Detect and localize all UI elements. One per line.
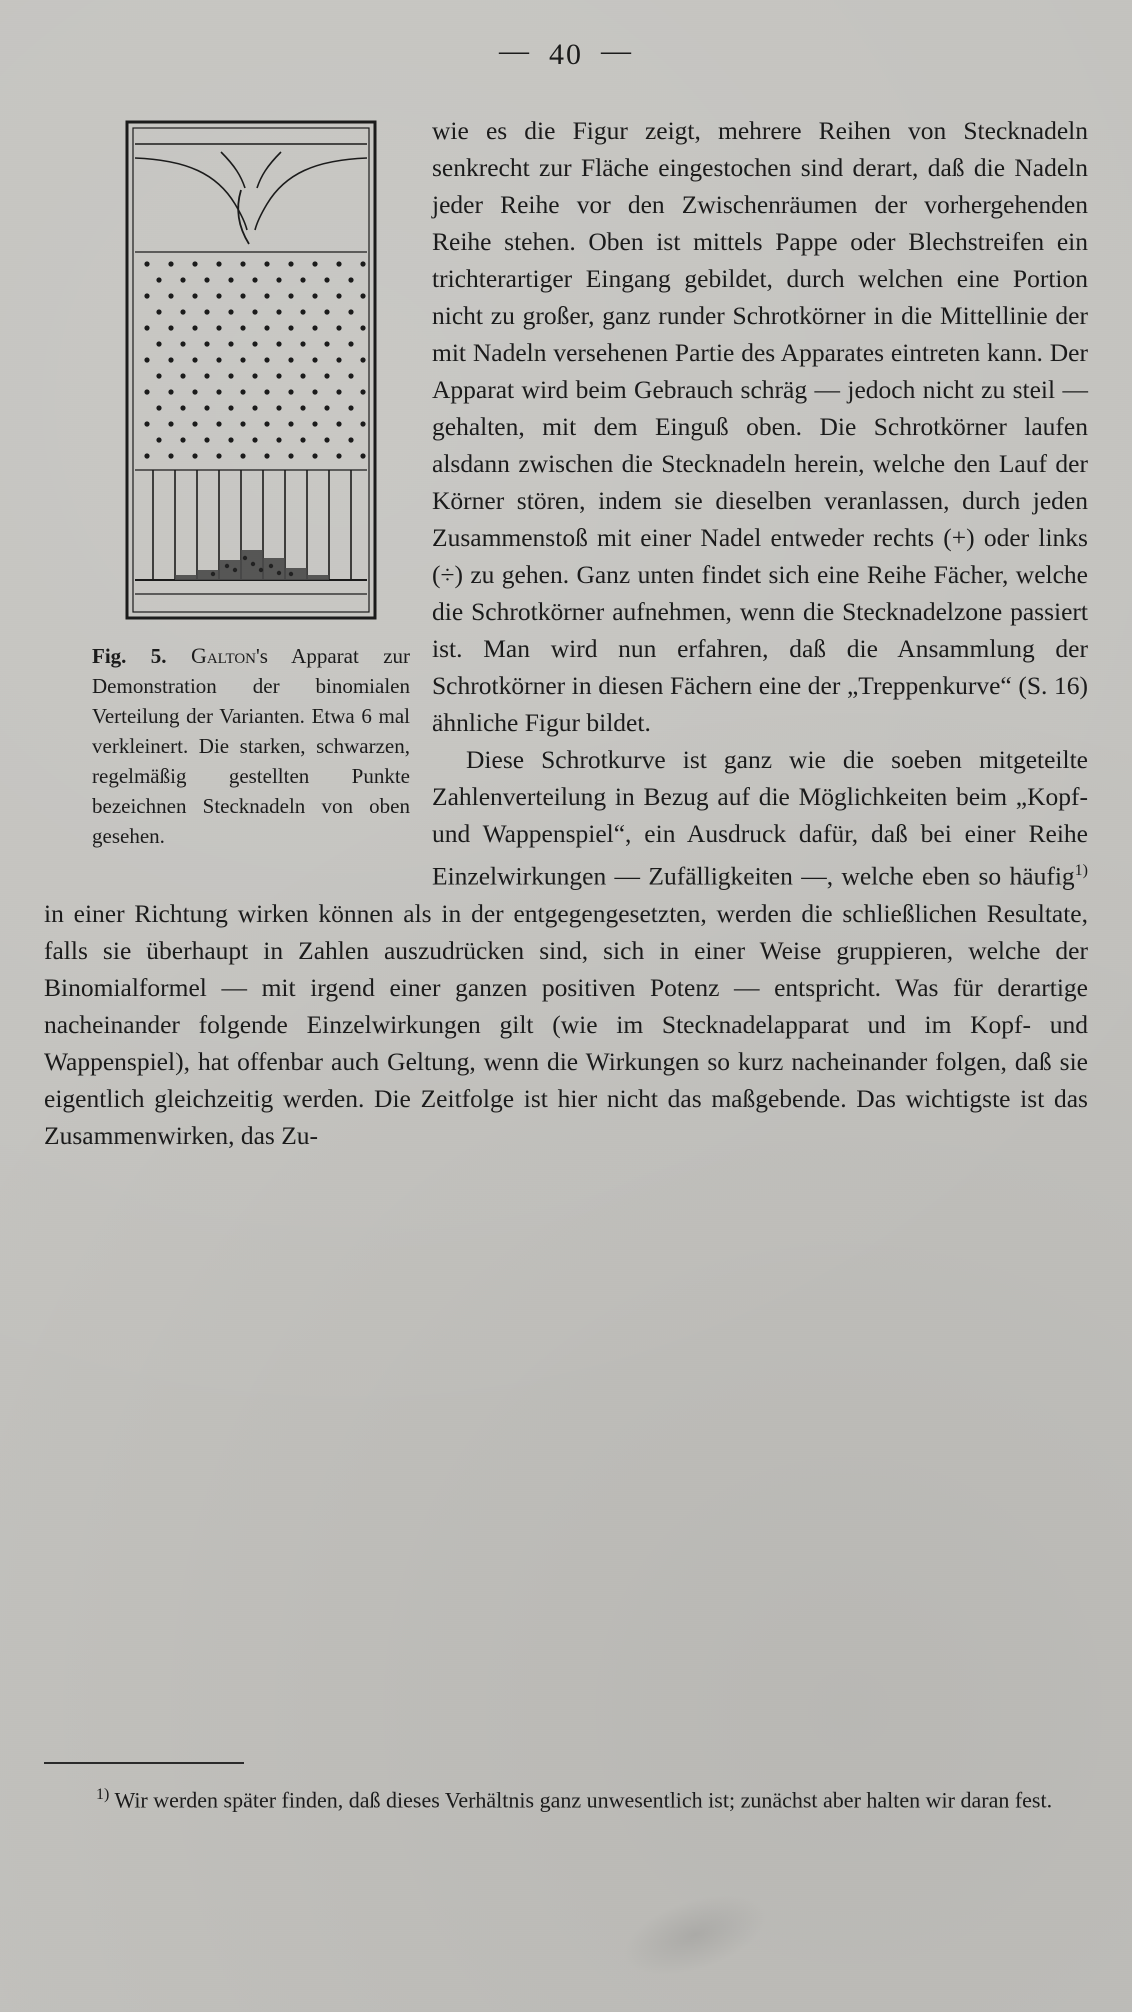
folio-dash-right: —: [601, 34, 633, 67]
figure-caption: [92, 641, 410, 851]
footnote-text: Wir werden später finden, daß dieses Verhältnis ganz unwesentlich ist; zunächst aber halten wir daran fest.: [114, 1787, 1053, 1813]
folio-dash-left: —: [499, 34, 531, 67]
figure-caption-name: Galton: [190, 643, 256, 668]
paragraph-2-rest: in einer Richtung wirken können als in der entgegengesetzten, werden die schließlichen Resultate, falls sie überhaupt in Zahlen auszudrücken sind, sich in einer Weise gruppieren, welche der Binomialformel — mit irgend einer ganzen positiven Potenz — entspricht. Was für derartige nacheinander folgende Einzelwirkungen gilt (wie im Stecknadelapparat und im Kopf- und Wappenspiel), hat offenbar auch Geltung, wenn die Wirkungen so kurz nacheinander folgen, daß sie eigentlich gleichzeitig werden. Die Zeitfolge ist hier nicht das maßgebende. Das wichtigste ist das Zusammenwirken, das Zu-: [44, 898, 1088, 1150]
figure-label: Fig. 5.: [92, 644, 167, 668]
galton-board-diagram: [117, 118, 385, 623]
footnote-marker: 1): [96, 1786, 110, 1803]
figure-caption-text: 's Apparat zur Demonstration der binomialen Verteilung der Varianten. Etwa 6 mal verkleinert. Die starken, schwarzen, regelmäßig gestellten Punkte bezeichnen Stecknadeln von oben gesehen.: [92, 644, 411, 848]
page-body: [44, 112, 1088, 1154]
page-smudge: [613, 1879, 777, 1992]
footnote: [44, 1778, 1088, 1816]
paragraph-1: wie es die Figur zeigt, mehrere Reihen von Stecknadeln senkrecht zur Fläche eingestochen sind derart, daß die Nadeln jeder Reihe vor den Zwischenräumen der vorhergehenden Reihe stehen. Oben ist mittels Pappe oder Blechstreifen ein trichterartiger Eingang gebildet, durch welchen eine Portion nicht zu großer, ganz runder Schrotkörner in die Mittellinie der mit Nadeln versehenen Partie des Apparates eintreten kann. Der Apparat wird beim Gebrauch schräg — jedoch nicht zu steil — gehalten, mit dem Einguß oben. Die Schrotkörner laufen alsdann zwischen die Stecknadeln herein, welche den Lauf der Körner stören, indem sie dieselben veranlassen, durch jeden Zusammenstoß mit einer Nadel entweder rechts (+) oder links (÷) zu gehen. Ganz unten findet sich eine Reihe Fächer, welche die Schrotkörner aufnehmen, wenn die Stecknadelzone passiert ist. Man wird nun erfahren, daß die Ansammlung der Schrotkörner in diesen Fächern eine der „Treppenkurve“ (S. 16) ähnliche Figur bildet.: [432, 116, 1088, 737]
footnote-ref[interactable]: 1): [1074, 862, 1088, 879]
paragraph-2-text: Diese Schrotkurve ist ganz wie die soeben mitgeteilte Zahlenverteilung in Bezug auf die Möglichkeiten beim „Kopf- und Wappenspiel“, ein Ausdruck dafür, daß bei einer Reihe Einzelwirkungen — Zufälligkeiten —, welche eben so häufig: [432, 745, 1088, 891]
figure-block: [92, 118, 410, 851]
page-number: 40: [549, 38, 583, 71]
footnote-separator: [44, 1762, 244, 1764]
page-header-folio: [0, 34, 1132, 72]
